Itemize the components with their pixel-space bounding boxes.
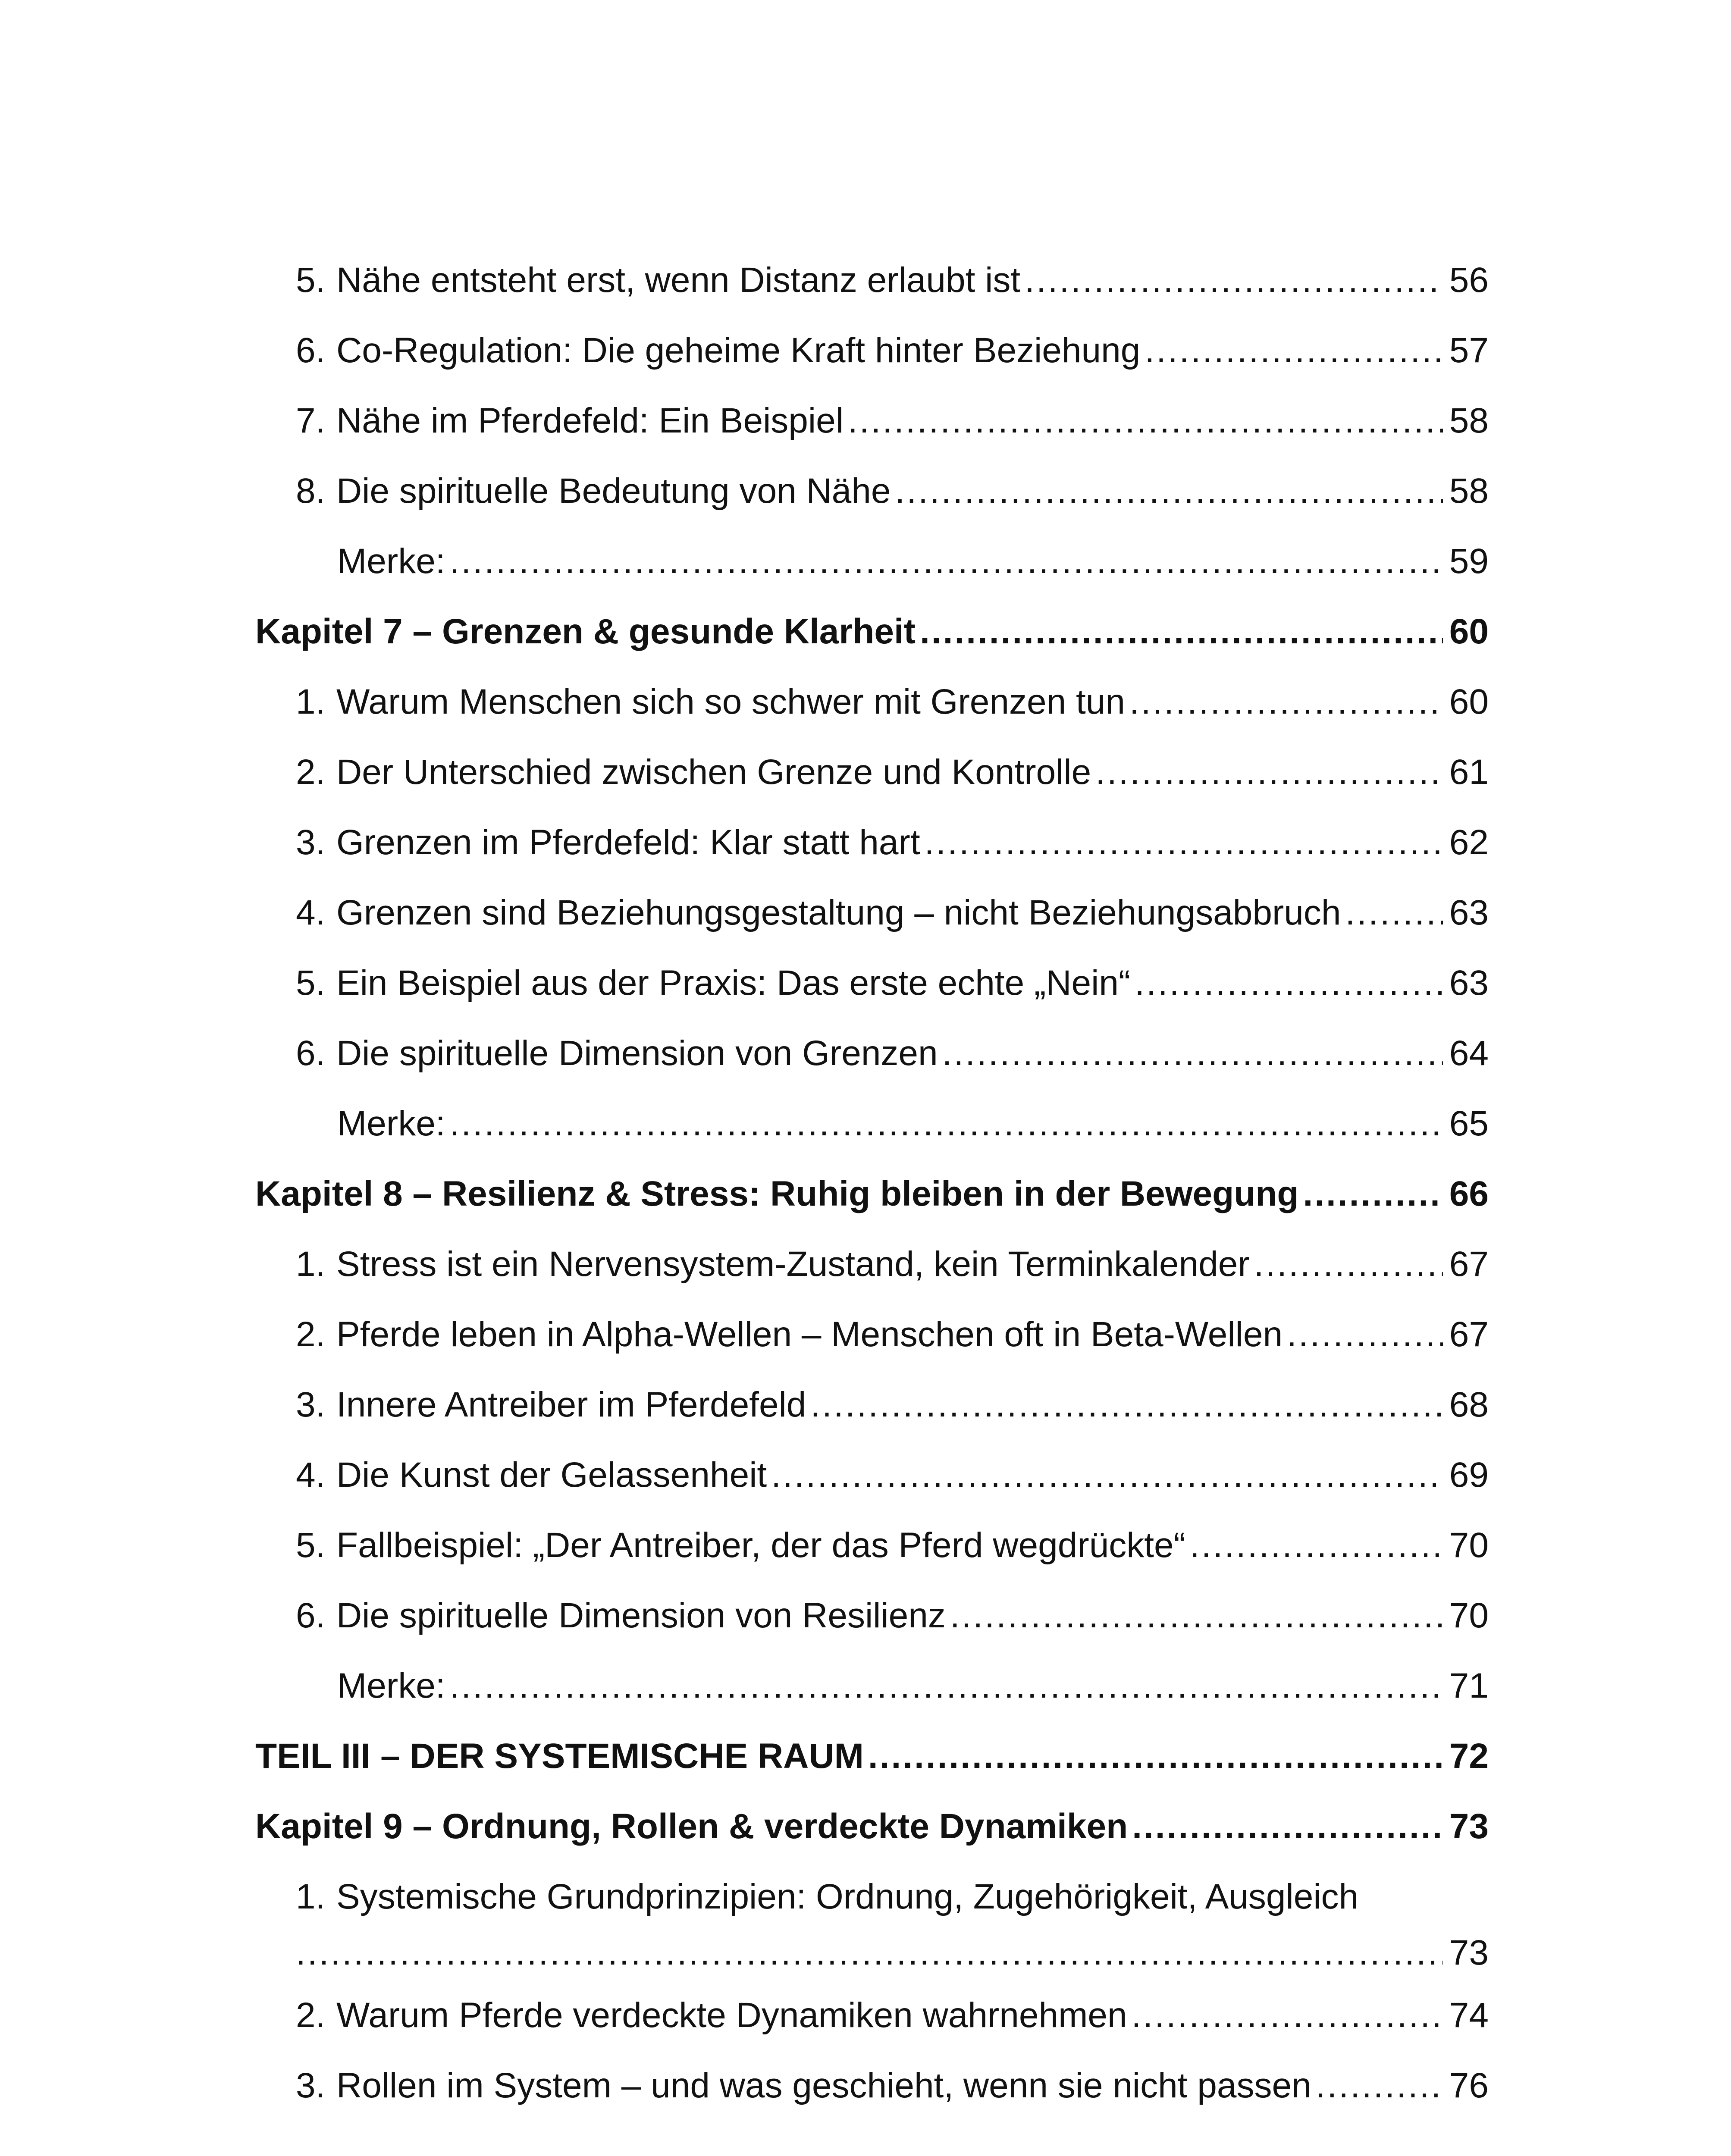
toc-entry-title: Merke: [337, 1104, 445, 1143]
toc-entry-title: Merke: [337, 1666, 445, 1705]
toc-entry-page: 58 [1449, 401, 1489, 440]
dot-leader [1303, 1166, 1443, 1222]
toc-entry-number: 6. [296, 331, 326, 370]
toc-entry-number: 6. [296, 1034, 326, 1073]
toc-entry-number: 4. [296, 1455, 326, 1495]
toc-entry-title: Grenzen sind Beziehungsgestaltung – nicht Beziehungsabbruch [336, 893, 1341, 932]
toc-entry-page: 58 [1449, 471, 1489, 511]
toc-entry-page: 57 [1449, 331, 1489, 370]
toc-entry-page: 67 [1449, 1244, 1489, 1284]
toc-entry-number: 2. [296, 1996, 326, 2035]
toc-entry-title: Grenzen im Pferdefeld: Klar statt hart [336, 823, 920, 862]
toc-entry-title: Warum Menschen sich so schwer mit Grenzen tun [336, 682, 1125, 721]
toc-entry-number: 3. [296, 823, 326, 862]
dot-leader [1025, 252, 1443, 308]
toc-entry[interactable] [296, 1517, 1489, 1573]
toc-entry-title: Ein Beispiel aus der Praxis: Das erste echte „Nein“ [336, 963, 1131, 1003]
toc-entry-title: Merke: [337, 542, 445, 581]
toc-chapter-entry[interactable] [255, 604, 1489, 660]
toc-entry-number: 5. [296, 260, 326, 300]
toc-entry[interactable] [296, 1307, 1489, 1363]
toc-entry-page: 63 [1449, 963, 1489, 1003]
toc-entry-title: Warum Pferde verdeckte Dynamiken wahrnehmen [336, 1996, 1127, 2035]
toc-entry-title: Systemische Grundprinzipien: Ordnung, Zugehörigkeit, Ausgleich [336, 1877, 1359, 1916]
toc-entry[interactable] [296, 393, 1489, 449]
toc-entry-page: 61 [1449, 752, 1489, 792]
dot-leader [1132, 1987, 1443, 2043]
dot-leader [848, 393, 1443, 449]
toc-entry-page: 56 [1449, 260, 1489, 300]
dot-leader [1316, 2058, 1443, 2114]
toc-entry-title: Rollen im System – und was geschieht, wenn sie nicht passen [336, 2066, 1311, 2105]
toc-entry-number: 4. [296, 893, 326, 932]
toc-entry-page: 73 [1449, 1933, 1489, 1972]
toc-entry-number: 2. [296, 752, 326, 792]
toc-entry-page: 62 [1449, 823, 1489, 862]
dot-leader [920, 604, 1443, 660]
toc-entry-page: 60 [1449, 612, 1489, 651]
toc-entry-page: 60 [1449, 682, 1489, 721]
dot-leader [810, 1377, 1443, 1433]
toc-entry[interactable] [296, 955, 1489, 1011]
toc-entry-title: Co-Regulation: Die geheime Kraft hinter Beziehung [336, 331, 1141, 370]
toc-entry-title: Nähe im Pferdefeld: Ein Beispiel [336, 401, 844, 440]
toc-entry[interactable] [296, 1025, 1489, 1081]
toc-entry-title: Kapitel 9 – Ordnung, Rollen & verdeckte Dynamiken [255, 1807, 1128, 1846]
toc-entry-page: 69 [1449, 1455, 1489, 1495]
toc-entry-number: 2. [296, 1315, 326, 1354]
toc-chapter-entry[interactable] [255, 1799, 1489, 1855]
dot-leader [296, 1925, 1443, 1981]
toc-entry[interactable] [296, 463, 1489, 519]
toc-entry[interactable] [296, 815, 1489, 871]
toc-entry-page: 73 [1449, 1807, 1489, 1846]
toc-entry-title: Die spirituelle Dimension von Grenzen [336, 1034, 938, 1073]
toc-entry-page: 64 [1449, 1034, 1489, 1073]
toc-entry[interactable] [296, 323, 1489, 379]
dot-leader [950, 1588, 1443, 1644]
toc-entry-number: 1. [296, 1877, 326, 1916]
toc-entry-number: 5. [296, 1526, 326, 1565]
dot-leader [1345, 885, 1443, 941]
dot-leader [942, 1025, 1443, 1081]
toc-entry[interactable] [296, 1447, 1489, 1503]
toc-entry-number: 1. [296, 1244, 326, 1284]
toc-entry[interactable] [296, 744, 1489, 800]
toc-entry-title: Nähe entsteht erst, wenn Distanz erlaubt ist [336, 260, 1021, 300]
toc-entry[interactable] [296, 252, 1489, 308]
dot-leader [1254, 1236, 1443, 1292]
toc-entry-number: 5. [296, 963, 326, 1003]
toc-entry-page: 74 [1449, 1996, 1489, 2035]
dot-leader [450, 533, 1443, 589]
toc-entry-number: 8. [296, 471, 326, 511]
dot-leader [1129, 674, 1443, 730]
toc-entry-number: 1. [296, 682, 326, 721]
toc-entry[interactable] [296, 1377, 1489, 1433]
toc-entry[interactable] [296, 1236, 1489, 1292]
toc-entry-title: Kapitel 7 – Grenzen & gesunde Klarheit [255, 612, 916, 651]
toc-entry[interactable] [337, 1096, 1489, 1152]
toc-entry-page: 63 [1449, 893, 1489, 932]
dot-leader [868, 1728, 1443, 1784]
toc-entry-page: 67 [1449, 1315, 1489, 1354]
toc-entry-title: Kapitel 8 – Resilienz & Stress: Ruhig bleiben in der Bewegung [255, 1174, 1299, 1213]
toc-entry[interactable] [337, 533, 1489, 589]
toc-entry[interactable] [296, 1869, 1489, 1981]
toc-entry-page: 70 [1449, 1526, 1489, 1565]
toc-entry[interactable] [296, 885, 1489, 941]
toc-entry[interactable] [296, 674, 1489, 730]
toc-entry-page: 68 [1449, 1385, 1489, 1424]
dot-leader [450, 1658, 1443, 1714]
dot-leader [1145, 323, 1443, 379]
dot-leader [1095, 744, 1443, 800]
dot-leader [895, 463, 1443, 519]
toc-entry-page: 59 [1449, 542, 1489, 581]
toc-entry-title: Die Kunst der Gelassenheit [336, 1455, 767, 1495]
toc-entry-number: 7. [296, 401, 326, 440]
toc-entry-number: 6. [296, 1596, 326, 1635]
dot-leader [1190, 1517, 1443, 1573]
toc-entry-title: TEIL III – DER SYSTEMISCHE RAUM [255, 1736, 864, 1776]
toc-entry-page: 66 [1449, 1174, 1489, 1213]
toc-entry-title: Fallbeispiel: „Der Antreiber, der das Pferd wegdrückte“ [336, 1526, 1185, 1565]
toc-entry-title: Pferde leben in Alpha-Wellen – Menschen oft in Beta-Wellen [336, 1315, 1283, 1354]
toc-entry-title: Die spirituelle Bedeutung von Nähe [336, 471, 891, 511]
toc-entry-page: 70 [1449, 1596, 1489, 1635]
dot-leader [925, 815, 1443, 871]
toc-entry-title: Stress ist ein Nervensystem-Zustand, kein Terminkalender [336, 1244, 1250, 1284]
toc-entry-page: 71 [1449, 1666, 1489, 1705]
toc-entry-page: 76 [1449, 2066, 1489, 2105]
dot-leader [1135, 955, 1443, 1011]
toc-entry-title: Die spirituelle Dimension von Resilienz [336, 1596, 946, 1635]
toc-part-entry[interactable] [255, 1728, 1489, 1784]
dot-leader [1287, 1307, 1443, 1363]
toc-entry-number: 3. [296, 2066, 326, 2105]
toc-chapter-entry[interactable] [255, 1166, 1489, 1222]
toc-entry[interactable] [296, 1588, 1489, 1644]
toc-entry[interactable] [296, 1987, 1489, 2043]
toc-entry-title: Innere Antreiber im Pferdefeld [336, 1385, 806, 1424]
dot-leader [1132, 1799, 1443, 1855]
toc-entry-title: Der Unterschied zwischen Grenze und Kontrolle [336, 752, 1091, 792]
dot-leader [771, 1447, 1443, 1503]
dot-leader [450, 1096, 1443, 1152]
toc-entry[interactable] [296, 2058, 1489, 2114]
toc-entry-number: 3. [296, 1385, 326, 1424]
toc-entry[interactable] [337, 1658, 1489, 1714]
toc-entry-page: 72 [1449, 1736, 1489, 1776]
toc-entry-page: 65 [1449, 1104, 1489, 1143]
